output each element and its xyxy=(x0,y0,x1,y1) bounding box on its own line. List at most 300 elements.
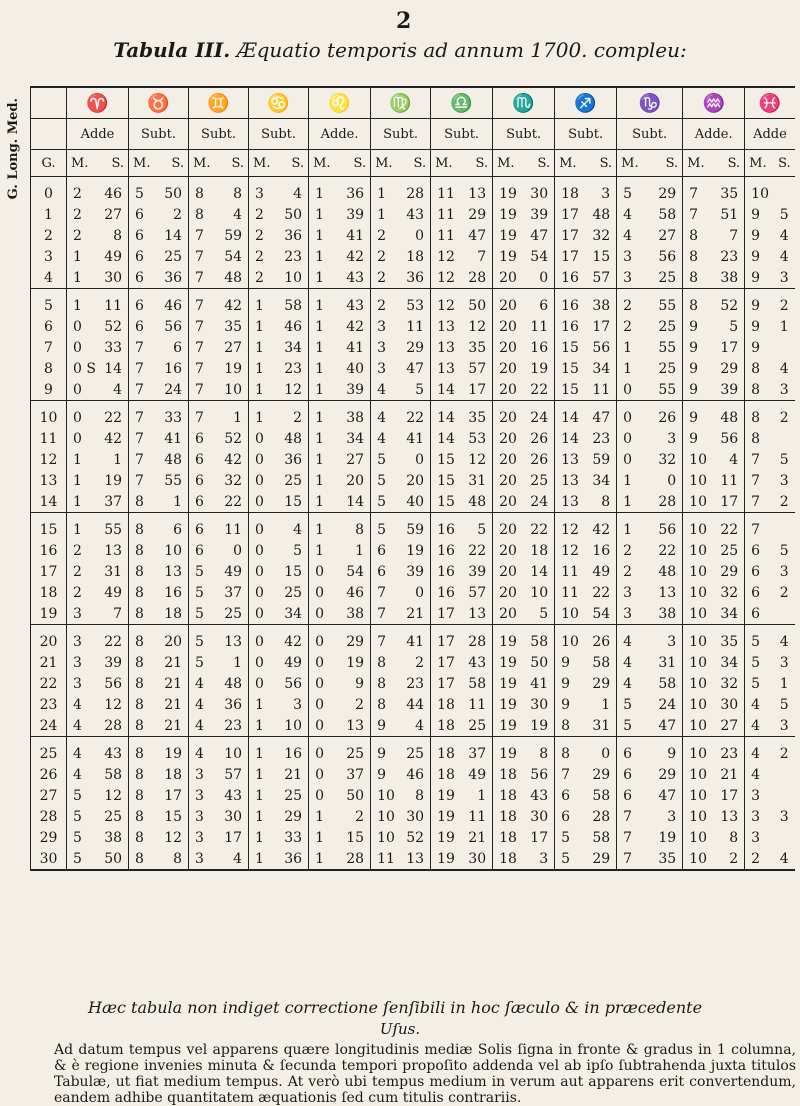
seconds-cell: 3 xyxy=(667,808,677,825)
seconds-cell: 23 xyxy=(284,248,303,265)
seconds-cell: 2 xyxy=(773,491,795,513)
seconds-header: S. xyxy=(279,150,309,177)
seconds-header: S. xyxy=(587,150,617,177)
minutes-cell: 3 xyxy=(189,827,219,848)
minutes-cell: 10 xyxy=(683,764,715,785)
seconds-cell: 41 xyxy=(530,675,549,692)
minutes-cell: 1 xyxy=(309,827,339,848)
minutes-cell: 13 xyxy=(555,449,587,470)
minutes-cell: 8 xyxy=(371,673,401,694)
minutes-cell: 3 xyxy=(371,316,401,337)
seconds-cell: 49 xyxy=(104,584,123,601)
seconds-cell: 43 xyxy=(530,787,549,804)
seconds-header: S. xyxy=(101,150,129,177)
seconds-cell: 41 xyxy=(406,430,425,447)
seconds-cell: 15 xyxy=(592,248,611,265)
minutes-cell: 9 xyxy=(745,289,773,317)
minutes-cell: 20 xyxy=(493,513,525,541)
seconds-cell: 25 xyxy=(284,787,303,804)
minutes-cell: 4 xyxy=(617,625,651,653)
minutes-cell: 2 xyxy=(371,225,401,246)
operation-header: Subt. xyxy=(371,119,431,150)
degree-cell: 12 xyxy=(31,449,67,470)
minutes-cell: 5 xyxy=(189,625,219,653)
minutes-cell: 0 xyxy=(67,428,101,449)
seconds-cell: 32 xyxy=(224,472,243,489)
minutes-cell: 3 xyxy=(189,806,219,827)
minutes-cell: 7 xyxy=(745,491,773,513)
minutes-cell: 0 xyxy=(249,652,279,673)
minutes-cell: 10 xyxy=(683,673,715,694)
seconds-cell: 39 xyxy=(346,206,365,223)
minutes-cell: 2 xyxy=(67,561,101,582)
seconds-cell: 10 xyxy=(219,379,249,401)
seconds-cell: 12 xyxy=(468,451,487,468)
minutes-cell: 17 xyxy=(431,652,461,673)
seconds-cell: 43 xyxy=(346,297,365,314)
degree-cell: 14 xyxy=(31,491,67,513)
minutes-cell: 4 xyxy=(745,764,773,785)
minutes-cell: 16 xyxy=(555,316,587,337)
minutes-cell: 3 xyxy=(67,652,101,673)
minutes-cell: 4 xyxy=(67,737,101,765)
sign-header: ♉ xyxy=(129,87,189,119)
seconds-cell: 25 xyxy=(284,584,303,601)
seconds-cell: 31 xyxy=(658,654,677,671)
minutes-cell: 0 xyxy=(249,491,279,513)
seconds-cell: 48 xyxy=(658,563,677,580)
minutes-cell: 15 xyxy=(431,449,461,470)
minutes-cell: 2 xyxy=(371,246,401,267)
table-row xyxy=(31,652,795,673)
minutes-cell: 4 xyxy=(189,715,219,737)
minutes-cell: 16 xyxy=(555,267,587,289)
seconds-cell: 25 xyxy=(164,248,183,265)
seconds-cell: 0 xyxy=(601,745,611,762)
minutes-cell: 8 xyxy=(555,715,587,737)
seconds-cell: 58 xyxy=(104,766,123,783)
seconds-cell: 14 xyxy=(164,227,183,244)
minutes-cell: 7 xyxy=(189,225,219,246)
seconds-cell: 21 xyxy=(164,696,183,713)
minutes-cell: 8 xyxy=(129,513,159,541)
seconds-cell: 41 xyxy=(346,339,365,356)
minutes-cell: 5 xyxy=(371,470,401,491)
seconds-cell: 25 xyxy=(406,745,425,762)
seconds-cell: 49 xyxy=(104,248,123,265)
degree-cell: 17 xyxy=(31,561,67,582)
minutes-cell: 13 xyxy=(431,358,461,379)
seconds-cell: 11 xyxy=(224,521,243,538)
seconds-cell: 21 xyxy=(401,603,431,625)
sign-header: ♏ xyxy=(493,87,555,119)
seconds-cell: 22 xyxy=(104,633,123,650)
seconds-cell: 48 xyxy=(720,409,739,426)
operation-header: Subt. xyxy=(249,119,309,150)
minutes-cell: 10 xyxy=(555,625,587,653)
minutes-cell: 19 xyxy=(493,715,525,737)
seconds-header: S. xyxy=(715,150,745,177)
minutes-cell: 0 xyxy=(249,449,279,470)
seconds-cell: 34 xyxy=(720,654,739,671)
minutes-cell: 19 xyxy=(431,848,461,870)
minutes-header: M. xyxy=(189,150,219,177)
minutes-cell: 6 xyxy=(189,513,219,541)
minutes-cell: 19 xyxy=(493,737,525,765)
minutes-cell: 9 xyxy=(745,246,773,267)
seconds-cell: 56 xyxy=(104,675,123,692)
minutes-cell: 0 xyxy=(617,401,651,429)
sign-header: ♐ xyxy=(555,87,617,119)
minutes-cell: 8 xyxy=(129,540,159,561)
minutes-cell: 20 xyxy=(493,582,525,603)
degree-cell: 18 xyxy=(31,582,67,603)
seconds-cell: 1 xyxy=(113,451,123,468)
seconds-cell: 4 xyxy=(779,633,789,650)
minutes-cell: 7 xyxy=(189,316,219,337)
seconds-cell: 56 xyxy=(658,248,677,265)
minutes-header: M. xyxy=(745,150,773,177)
seconds-cell: 0 xyxy=(415,584,425,601)
minutes-cell: 9 xyxy=(683,379,715,401)
operation-header-row xyxy=(31,119,795,150)
seconds-cell: 8 xyxy=(113,227,123,244)
seconds-cell: 22 xyxy=(658,542,677,559)
seconds-cell: 21 xyxy=(468,829,487,846)
seconds-cell: 34 xyxy=(715,603,745,625)
minutes-cell: 19 xyxy=(431,806,461,827)
seconds-header: S. xyxy=(339,150,371,177)
seconds-cell: 26 xyxy=(530,430,549,447)
minutes-cell: 5 xyxy=(555,848,587,870)
minutes-cell: 4 xyxy=(189,673,219,694)
seconds-cell: 50 xyxy=(164,185,183,202)
minutes-cell: 6 xyxy=(617,785,651,806)
degree-cell: 26 xyxy=(31,764,67,785)
seconds-cell: 33 xyxy=(104,339,123,356)
minutes-cell: 8 xyxy=(129,582,159,603)
minutes-cell: 7 xyxy=(683,177,715,205)
seconds-cell: 4 xyxy=(401,715,431,737)
minutes-cell: 0 xyxy=(309,625,339,653)
minutes-cell: 8 xyxy=(129,694,159,715)
degree-cell: 30 xyxy=(31,848,67,870)
minutes-cell: 10 xyxy=(683,715,715,737)
sign-header: ♎ xyxy=(431,87,493,119)
minutes-cell: 3 xyxy=(617,603,651,625)
minutes-cell: 3 xyxy=(617,267,651,289)
degree-cell: 27 xyxy=(31,785,67,806)
minutes-cell: 19 xyxy=(493,694,525,715)
corner-cell xyxy=(31,119,67,150)
minutes-cell: 7 xyxy=(129,358,159,379)
table-row xyxy=(31,737,795,765)
seconds-cell: 59 xyxy=(224,227,243,244)
seconds-cell: 53 xyxy=(468,430,487,447)
minutes-cell: 8 xyxy=(189,177,219,205)
minutes-cell: 3 xyxy=(617,582,651,603)
table-row xyxy=(31,806,795,827)
minutes-cell: 2 xyxy=(617,561,651,582)
minutes-cell: 1 xyxy=(309,177,339,205)
seconds-cell: 5 xyxy=(779,696,789,713)
seconds-cell: 19 xyxy=(104,472,123,489)
seconds-cell: 3 xyxy=(773,715,795,737)
seconds-cell: 49 xyxy=(224,563,243,580)
minutes-cell: 12 xyxy=(431,246,461,267)
seconds-cell: 4 xyxy=(293,185,303,202)
minutes-cell: 7 xyxy=(189,337,219,358)
table-row xyxy=(31,625,795,653)
minutes-cell: 5 xyxy=(745,673,773,694)
seconds-cell: 0 xyxy=(525,267,555,289)
table-row xyxy=(31,379,795,401)
degree-cell: 10 xyxy=(31,401,67,429)
seconds-cell: 22 xyxy=(219,491,249,513)
minutes-cell: 2 xyxy=(249,204,279,225)
seconds-cell: 46 xyxy=(164,297,183,314)
seconds-cell: 17 xyxy=(720,339,739,356)
seconds-cell: 26 xyxy=(530,451,549,468)
minutes-cell: 4 xyxy=(371,401,401,429)
seconds-cell: 19 xyxy=(224,360,243,377)
minutes-cell: 11 xyxy=(555,582,587,603)
minutes-cell: 9 xyxy=(745,225,773,246)
table-row xyxy=(31,225,795,246)
table-row xyxy=(31,246,795,267)
minutes-cell: 6 xyxy=(189,491,219,513)
minutes-cell: 13 xyxy=(555,470,587,491)
corner-cell xyxy=(31,87,67,119)
table-row xyxy=(31,582,795,603)
sign-header: ♍ xyxy=(371,87,431,119)
seconds-cell: 13 xyxy=(658,584,677,601)
table-row xyxy=(31,449,795,470)
minutes-cell: 6 xyxy=(129,204,159,225)
seconds-cell: 13 xyxy=(468,185,487,202)
seconds-cell xyxy=(773,513,795,541)
minutes-cell: 4 xyxy=(617,225,651,246)
minutes-cell: 2 xyxy=(745,848,773,870)
minutes-cell: 14 xyxy=(555,401,587,429)
minutes-cell: 8 xyxy=(129,737,159,765)
seconds-cell: 30 xyxy=(530,808,549,825)
minutes-cell: 1 xyxy=(249,694,279,715)
degree-cell: 21 xyxy=(31,652,67,673)
seconds-cell: 27 xyxy=(346,451,365,468)
seconds-cell: 25 xyxy=(104,808,123,825)
seconds-cell: 22 xyxy=(525,379,555,401)
table-row xyxy=(31,401,795,429)
seconds-cell: 8 xyxy=(587,491,617,513)
seconds-cell: 28 xyxy=(468,633,487,650)
minutes-cell: 0 xyxy=(67,337,101,358)
minutes-cell: 2 xyxy=(617,289,651,317)
minutes-cell: 1 xyxy=(249,764,279,785)
seconds-cell: 2 xyxy=(715,848,745,870)
minutes-cell: 6 xyxy=(371,561,401,582)
degree-cell: 25 xyxy=(31,737,67,765)
minutes-cell: 8 xyxy=(129,764,159,785)
seconds-cell: 25 xyxy=(658,318,677,335)
seconds-cell: 4 xyxy=(779,227,789,244)
seconds-cell: 9 xyxy=(355,675,365,692)
minutes-cell: 10 xyxy=(745,177,773,205)
seconds-cell: 15 xyxy=(346,829,365,846)
minutes-cell: 17 xyxy=(555,246,587,267)
seconds-cell: 23 xyxy=(406,675,425,692)
seconds-cell: 1 xyxy=(779,675,789,692)
minutes-cell: 14 xyxy=(431,379,461,401)
degree-cell: 19 xyxy=(31,603,67,625)
sign-header: ♈ xyxy=(67,87,129,119)
seconds-cell: 16 xyxy=(530,339,549,356)
operation-header: Subt. xyxy=(555,119,617,150)
minutes-cell: 7 xyxy=(129,401,159,429)
seconds-cell: 18 xyxy=(159,603,189,625)
minutes-cell: 18 xyxy=(431,764,461,785)
seconds-cell: 13 xyxy=(164,563,183,580)
seconds-cell: 18 xyxy=(530,542,549,559)
seconds-cell: 31 xyxy=(587,715,617,737)
seconds-cell: 1 xyxy=(477,787,487,804)
seconds-cell: 38 xyxy=(104,829,123,846)
minutes-cell: 7 xyxy=(555,764,587,785)
seconds-cell: 8 xyxy=(539,745,549,762)
title-lead: Tabula III. xyxy=(113,38,231,62)
minutes-cell: 7 xyxy=(617,827,651,848)
degree-cell: 7 xyxy=(31,337,67,358)
minutes-cell: 9 xyxy=(683,401,715,429)
minutes-cell: 1 xyxy=(617,337,651,358)
minutes-cell: 20 xyxy=(493,449,525,470)
seconds-cell: 38 xyxy=(346,409,365,426)
seconds-cell: 30 xyxy=(530,696,549,713)
minutes-cell: 2 xyxy=(249,267,279,289)
minutes-cell: 1 xyxy=(67,449,101,470)
minutes-cell: 1 xyxy=(249,806,279,827)
table-row xyxy=(31,848,795,870)
seconds-cell xyxy=(773,428,795,449)
seconds-cell: 38 xyxy=(339,603,371,625)
minutes-cell: 8 xyxy=(129,625,159,653)
seconds-cell: 57 xyxy=(468,584,487,601)
minutes-cell: 5 xyxy=(129,177,159,205)
minutes-cell: 8 xyxy=(745,379,773,401)
seconds-cell: 0 xyxy=(415,451,425,468)
seconds-cell: 17 xyxy=(592,318,611,335)
seconds-cell: 47 xyxy=(651,715,683,737)
seconds-cell: 58 xyxy=(592,829,611,846)
minutes-cell: 10 xyxy=(683,806,715,827)
seconds-cell: 25 xyxy=(651,267,683,289)
minutes-cell: 6 xyxy=(371,540,401,561)
minutes-cell: 10 xyxy=(683,737,715,765)
seconds-cell: 28 xyxy=(592,808,611,825)
table-row xyxy=(31,470,795,491)
minutes-cell: 0 xyxy=(309,785,339,806)
minutes-cell: 0 xyxy=(309,737,339,765)
minutes-cell: 9 xyxy=(745,267,773,289)
minutes-cell: 1 xyxy=(309,848,339,870)
minutes-cell: 20 xyxy=(493,603,525,625)
seconds-cell: 48 xyxy=(592,206,611,223)
seconds-cell: 42 xyxy=(284,633,303,650)
minutes-cell: 0 xyxy=(67,379,101,401)
seconds-cell: 58 xyxy=(658,206,677,223)
seconds-cell: 7 xyxy=(101,603,129,625)
seconds-cell: 21 xyxy=(164,675,183,692)
minutes-cell: 10 xyxy=(683,470,715,491)
minutes-cell: 1 xyxy=(617,513,651,541)
seconds-cell: 10 xyxy=(224,745,243,762)
seconds-cell: 58 xyxy=(530,633,549,650)
seconds-cell: 46 xyxy=(104,185,123,202)
minutes-cell: 6 xyxy=(745,603,773,625)
seconds-cell: 7 xyxy=(729,227,739,244)
minutes-cell: 8 xyxy=(683,289,715,317)
minutes-cell: 9 xyxy=(745,204,773,225)
seconds-cell: 34 xyxy=(592,360,611,377)
seconds-cell: 12 xyxy=(468,318,487,335)
seconds-cell: 10 xyxy=(164,542,183,559)
seconds-cell: 35 xyxy=(720,185,739,202)
operation-header: Subt. xyxy=(431,119,493,150)
minutes-cell: 1 xyxy=(67,513,101,541)
minutes-cell: 1 xyxy=(67,267,101,289)
seconds-cell: 50 xyxy=(101,848,129,870)
seconds-cell: 42 xyxy=(346,318,365,335)
minutes-cell: 8 xyxy=(129,785,159,806)
minutes-cell: 7 xyxy=(129,337,159,358)
minutes-cell: 5 xyxy=(371,513,401,541)
degree-cell: 2 xyxy=(31,225,67,246)
seconds-cell: 52 xyxy=(224,430,243,447)
operation-header: Subt. xyxy=(493,119,555,150)
seconds-cell: 23 xyxy=(720,745,739,762)
seconds-cell: 55 xyxy=(651,379,683,401)
seconds-cell: 33 xyxy=(284,829,303,846)
seconds-cell: 17 xyxy=(530,829,549,846)
seconds-cell: 22 xyxy=(530,521,549,538)
minutes-cell: 0 xyxy=(249,625,279,653)
minutes-cell: 12 xyxy=(431,267,461,289)
minutes-cell: 0 xyxy=(617,449,651,470)
seconds-cell: 23 xyxy=(284,360,303,377)
minutes-cell: 5 xyxy=(67,785,101,806)
seconds-cell: 38 xyxy=(592,297,611,314)
minutes-cell: 2 xyxy=(67,540,101,561)
minutes-cell: 11 xyxy=(431,204,461,225)
minutes-cell: 1 xyxy=(371,204,401,225)
minutes-cell: 12 xyxy=(431,289,461,317)
seconds-cell: 0 xyxy=(233,542,243,559)
minutes-header: M. xyxy=(309,150,339,177)
minutes-cell: 7 xyxy=(189,267,219,289)
minutes-cell: 6 xyxy=(189,428,219,449)
minutes-cell: 10 xyxy=(683,848,715,870)
seconds-cell: 56 xyxy=(592,339,611,356)
seconds-cell: 29 xyxy=(284,808,303,825)
seconds-cell: 25 xyxy=(461,715,493,737)
minutes-cell: 1 xyxy=(249,289,279,317)
seconds-header: S. xyxy=(773,150,795,177)
operation-header: Adde xyxy=(745,119,795,150)
seconds-cell: 47 xyxy=(406,360,425,377)
minutes-cell: 10 xyxy=(683,582,715,603)
seconds-cell: 10 xyxy=(279,715,309,737)
minutes-cell: 3 xyxy=(371,337,401,358)
